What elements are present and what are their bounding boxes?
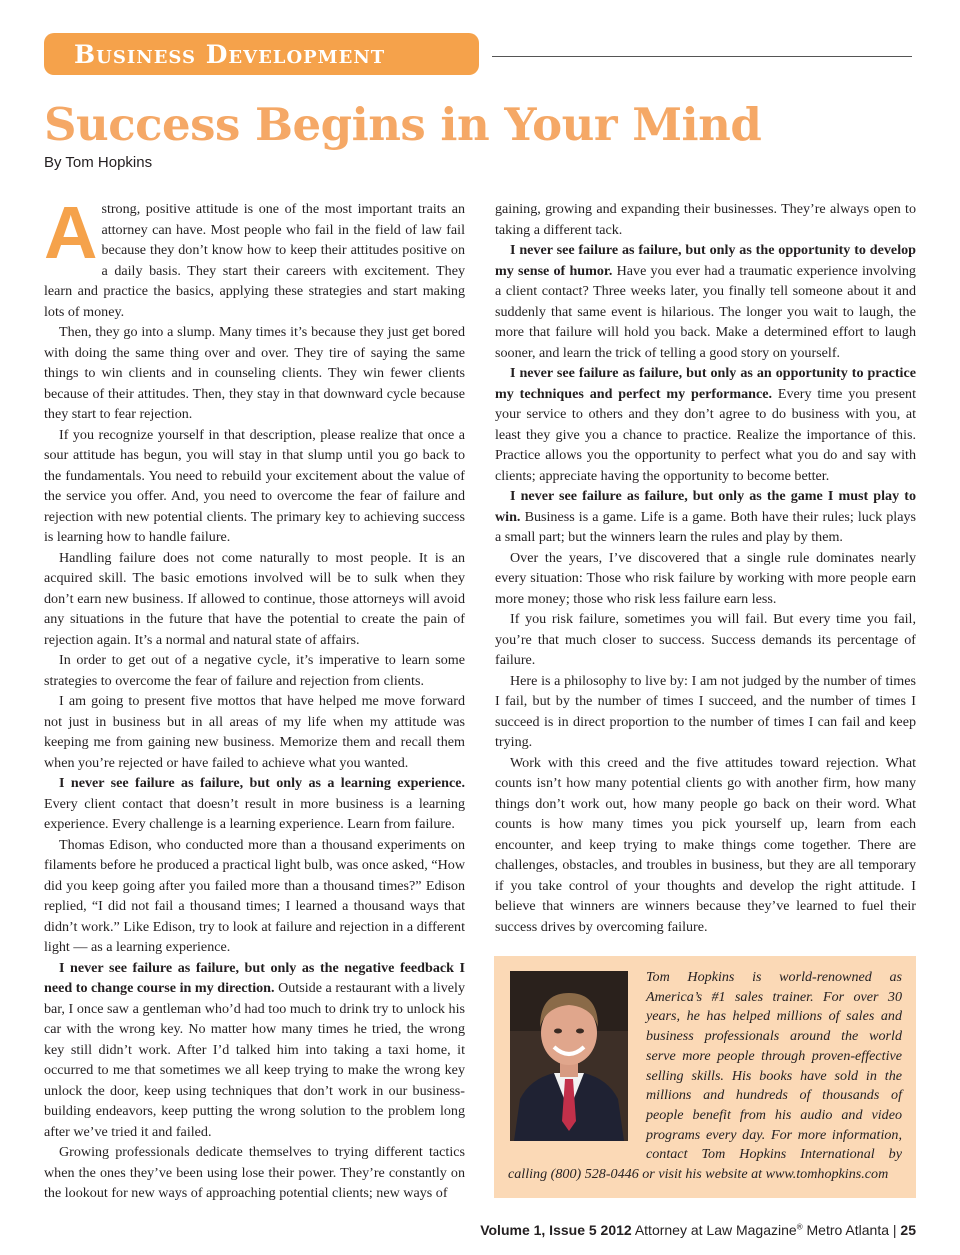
page-number: 25 xyxy=(900,1222,916,1238)
paragraph: If you risk failure, sometimes you will fail. But every time you fail, you’re that much closer to success. Success demands its percentage of failure. xyxy=(495,611,916,668)
paragraph: I never see failure as failure, but only as the opportunity to develop my sense of humor. Have you ever had a traumatic experience involving a client contact? Three weeks later, you finally tell someone about it and suddenly that same event is hilarious. The longer you wait to laugh, the more that failure will hold you back. Make a determined effort to laugh sooner, and learn the trick of telling a good story on yourself. xyxy=(495,242,916,361)
motto: I never see failure as failure, but only as the negative feedback I need to change course in my direction. xyxy=(44,959,465,996)
section-banner xyxy=(44,33,479,75)
paragraph: A strong, positive attitude is one of the most important traits an attorney can have. Most people who fail in the field of law fail because they don’t know how to keep their attitudes positive on a daily basis. They start their careers with excitement. They learn and practice the basics, applying these strategies and start making lots of money. xyxy=(44,191,465,320)
paragraph: Work with this creed and the five attitudes toward rejection. What counts isn’t how many potential clients go with another firm, how many things don’t work out, how many people go back on their word. What counts is how many times you pick yourself up, learn from each encounter, and keep trying to make things come together. There are challenges, obstacles, and troubles in business, but they are all temporary if you take control of your thoughts and develop the right attitude. I believe that winners are winners because they’ve learned to fuel their success drives by overcoming failure. xyxy=(495,754,916,935)
footer-separator: | xyxy=(889,1222,901,1238)
issue-info: Volume 1, Issue 5 2012 xyxy=(480,1222,632,1238)
paragraph: Thomas Edison, who conducted more than a thousand experiments on filaments before he produced a practical light bulb, was once asked, “How did you keep going after you failed more than a thousand times?” Edison replied, “I did not fail a thousand times; I learned a thousand ways that didn’t work.” Like Edison, try to look at failure and rejection in a different light — as a learning experience. xyxy=(44,836,465,955)
article-title: Success Begins in Your Mind xyxy=(44,98,762,151)
paragraph: Then, they go into a slump. Many times it’s because they just get bored with doing the same thing over and over. They tire of saying the same things to win clients and in counseling clients. They win fewer clients because of their attitudes. Then, they stay in that downward cycle because they start to fear rejection. xyxy=(44,324,465,422)
paragraph: I never see failure as failure, but only as the game I must play to win. Business is a game. Life is a game. Both have their rules; luck plays a small part; but the winners learn the rules and play by them. xyxy=(495,488,916,545)
paragraph: I am going to present five mottos that have helped me move forward not just in business but in all areas of my life when my attitude was keeping me from gaining new business. Memorize them and recall them when you’re rejected or have failed to achieve what you wanted. xyxy=(44,693,465,771)
magazine-name: Attorney at Law Magazine xyxy=(631,1222,797,1238)
bio-paragraph: Tom Hopkins is world-renowned as America’s #1 sales trainer. For over 30 years, he has helped millions of sales and business professionals around the world serve more people through proven-effective selling skills. His books have sold in the millions and hundreds of thousands of people benefit from his audio and video programs every day. For more information, contact Tom Hopkins International by calling (800) 528-0446 or visit his website at www.tomhopkins.com xyxy=(508,969,902,1183)
paragraph: I never see failure as failure, but only as an opportunity to practice my techniques and perfect my performance. Every time you present your service to others and they don’t agree to do business with you, at least they give you a chance to practice. Realize the importance of this. Practice allows you the opportunity to perfect what you do and say with clients; appreciate having the opportunity to become better. xyxy=(495,365,916,484)
paragraph: I never see failure as failure, but only as a learning experience. Every client contact that doesn’t result in more business is a learning experience. Every challenge is a learning experience. Learn from failure. xyxy=(44,775,465,832)
header-rule xyxy=(492,56,912,57)
paragraph: I never see failure as failure, but only as the negative feedback I need to change course in my direction. Outside a restaurant with a lively bar, I once saw a gentleman who’d had too much to drink try to unlock his car with the wrong key. No matter how many times he tried, the wrong key still didn’t work. After I’d talked him into taking a taxi home, it occurred to me that sometimes we all keep trying to make the wrong key unlock the door, keep using techniques that don’t work in our business-building endeavors, keep putting the wrong solution to the problem long after we’ve tried it and failed. xyxy=(44,959,465,1140)
motto: I never see failure as failure, but only as the opportunity to develop my sense of humor. xyxy=(495,242,916,279)
registered-mark: ® xyxy=(796,1222,803,1232)
left-column xyxy=(44,191,465,1204)
paragraph: gaining, growing and expanding their businesses. They’re always open to taking a different tack. xyxy=(495,201,916,238)
paragraph: Handling failure does not come naturally to most people. It is an acquired skill. The basic emotions involved will be to sulk when they don’t earn new business. If allowed to continue, those attorneys will avoid any situations in the future that have the potential to create the pain of rejection again. It’s a normal and natural state of affairs. xyxy=(44,549,465,648)
paragraph: Growing professionals dedicate themselves to trying different tactics when the ones they’ve been using lose their power. They’re constantly on the lookout for new ways of approaching potential clients; new ways of xyxy=(44,1144,465,1201)
paragraph: Over the years, I’ve discovered that a single rule dominates nearly every situation: Those who risk failure by working with more people earn more money; those who risk less failure earn less. xyxy=(495,549,916,607)
section-label: Business Development xyxy=(74,40,386,69)
right-column xyxy=(495,199,916,937)
page-footer xyxy=(480,1222,916,1238)
region: Metro Atlanta xyxy=(802,1222,889,1238)
motto: I never see failure as failure, but only as the game I must play to win. xyxy=(495,488,916,525)
author-bio-box xyxy=(494,956,916,1198)
photo-spacer xyxy=(508,968,646,1148)
paragraph: If you recognize yourself in that description, please realize that once a sour attitude has begun, you will stay in that slump until you go back to the fundamentals. You need to rebuild your excitement about the value of the service you offer. And, you need to overcome the fear of failure and rejection with new potential clients. The primary key to achieving success is learning how to handle failure. xyxy=(44,426,465,545)
motto: I never see failure as failure, but only as an opportunity to practice my techniques and perfect my performance. xyxy=(495,365,916,402)
drop-cap: A xyxy=(44,191,98,274)
byline: By Tom Hopkins xyxy=(44,154,153,171)
motto: I never see failure as failure, but only as a learning experience. xyxy=(59,775,465,791)
paragraph: Here is a philosophy to live by: I am not judged by the number of times I fail, but by the number of times I succeed, and the number of times I succeed is in direct proportion to the number of times I can fail and keep trying. xyxy=(495,672,916,750)
author-bio xyxy=(508,968,902,1185)
paragraph: In order to get out of a negative cycle, it’s imperative to learn some strategies to overcome the fear of failure and rejection from clients. xyxy=(44,652,465,689)
